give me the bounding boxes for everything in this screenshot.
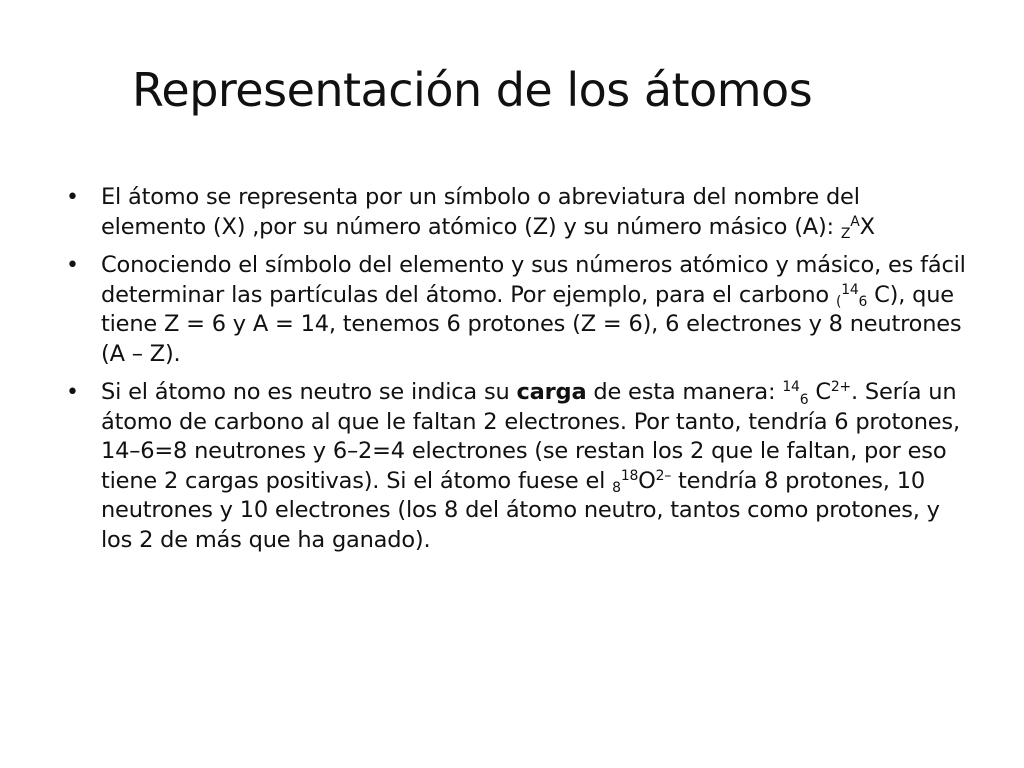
bullet-text-continued: tendría 8 protones, 10 neutrones y 10 electrones (los 8 del átomo neutro, tantos como protones, y los 2 de más que ha ganado). [101,467,940,553]
bullet-text-continued: C), que tiene Z = 6 y A = 14, tenemos 6 protones (Z = 6), 6 electrones y 8 neutrones (A – Z). [101,281,962,367]
bullet-text-continued: de esta manera: [586,379,783,405]
atomic-number-subscript: 6 [858,294,868,311]
bold-term-carga: carga [516,379,587,405]
element-symbol: X [859,213,875,240]
bullet-marker: • [66,185,79,210]
paren-subscript: ( [835,294,842,311]
mass-number-superscript: A [850,213,860,230]
atomic-number-subscript: 6 [799,391,809,408]
atomic-number-subscript: Z [840,226,851,243]
bullet-text: Conociendo el símbolo del elemento y sus números atómico y másico, es fácil determinar las partículas del átomo. Por ejemplo, para el carbono [101,252,966,308]
element-symbol-carbon: C [808,379,831,405]
bullet-marker: • [66,253,79,278]
bullet-marker: • [66,380,79,405]
charge-superscript: 2– [655,467,672,484]
bullet-text: Si el átomo no es neutro se indica su [101,379,517,405]
mass-number-superscript: 14 [782,379,800,396]
bullet-item-charge [66,378,966,555]
bullet-item-carbon-example [66,251,966,369]
bullet-text-continued: . Sería un átomo de carbono al que le faltan 2 electrones. Por tanto, tendría 6 protones, 14–6=8 neutrones y 6–2=4 electrones (se restan los 2 que le faltan, por eso tiene 2 cargas positivas). Si el átomo fuese el [101,379,960,494]
bullet-item-representation [66,183,966,242]
element-symbol-oxygen: O [638,467,656,494]
bullet-text: El átomo se representa por un símbolo o abreviatura del nombre del elemento (X) ,por su número atómico (Z) y su número másico (A): [101,184,860,240]
slide-title: Representación de los átomos [132,63,813,117]
charge-superscript: 2+ [830,379,851,396]
mass-number-superscript: 14 [841,281,859,298]
slide-content [66,183,966,564]
atomic-number-subscript: 8 [612,480,621,497]
bullet-list [66,183,966,555]
mass-number-superscript: 18 [620,467,639,484]
